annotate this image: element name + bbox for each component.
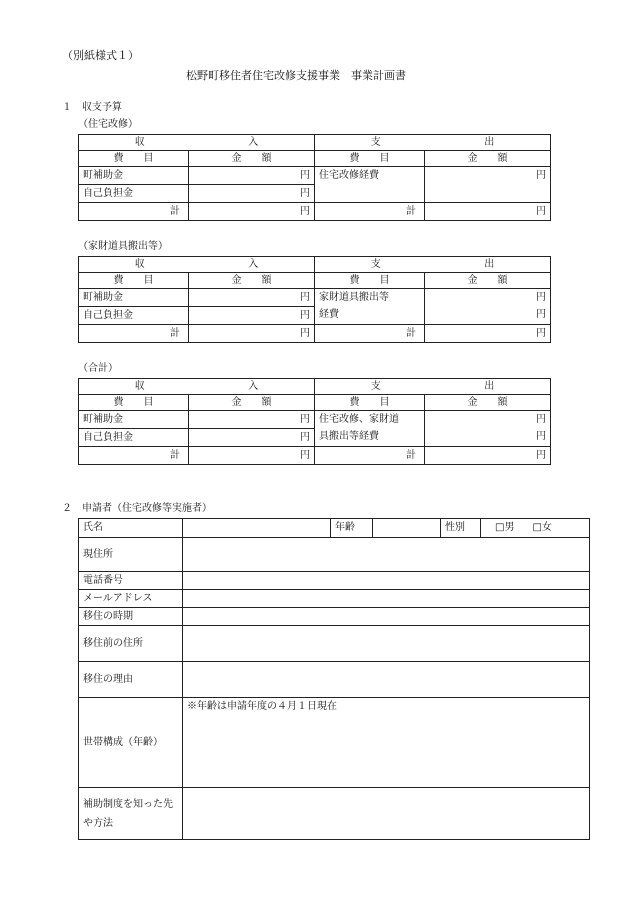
col-amount-header: 金 額	[425, 395, 551, 411]
expense-amount-field[interactable]: 円	[425, 167, 551, 185]
expense-total-field[interactable]: 円	[425, 325, 551, 343]
income-amount-field[interactable]: 円	[189, 167, 315, 185]
prev-address-field[interactable]	[183, 626, 590, 662]
income-amount-field[interactable]: 円	[189, 185, 315, 203]
income-item: 自己負担金	[79, 185, 189, 203]
col-amount-header: 金 額	[189, 151, 315, 167]
address-label: 現住所	[79, 538, 183, 572]
income-total-field[interactable]: 円	[189, 203, 315, 221]
col-amount-header: 金 額	[189, 395, 315, 411]
col-item-header: 費 目	[315, 273, 425, 289]
expense-item: 家財道具搬出等	[315, 289, 425, 307]
income-amount-field[interactable]: 円	[189, 429, 315, 447]
move-time-field[interactable]	[183, 608, 590, 626]
budget-table-caption: （家財道具搬出等）	[78, 241, 168, 252]
gender-label: 性別	[441, 519, 481, 538]
income-header: 収 入	[79, 135, 315, 151]
phone-label: 電話番号	[79, 572, 183, 590]
budget-table-caption: （住宅改修）	[78, 119, 138, 130]
income-total-label: 計	[79, 447, 189, 465]
name-label: 氏名	[79, 519, 183, 538]
income-total-label: 計	[79, 203, 189, 221]
income-total-field[interactable]: 円	[189, 325, 315, 343]
budget-table	[78, 134, 551, 221]
income-header: 収 入	[79, 257, 315, 273]
income-header: 収 入	[79, 379, 315, 395]
expense-total-label: 計	[315, 325, 425, 343]
col-item-header: 費 目	[315, 151, 425, 167]
income-item: 自己負担金	[79, 307, 189, 325]
page-title: 松野町移住者住宅改修支援事業 事業計画書	[186, 69, 406, 82]
name-field[interactable]	[183, 519, 331, 538]
col-amount-header: 金 額	[189, 273, 315, 289]
applicant-table	[78, 518, 590, 840]
budget-table	[78, 378, 551, 465]
expense-item-cont: 経費	[315, 307, 425, 325]
income-total-label: 計	[79, 325, 189, 343]
household-label: 世帯構成（年齢）	[79, 698, 183, 788]
expense-total-field[interactable]: 円	[425, 447, 551, 465]
income-item: 自己負担金	[79, 429, 189, 447]
expense-item: 住宅改修、家財道	[315, 411, 425, 429]
age-field[interactable]	[373, 519, 441, 538]
expense-amount-field[interactable]: 円	[425, 289, 551, 307]
expense-total-field[interactable]: 円	[425, 203, 551, 221]
budget-table-caption: （合計）	[78, 363, 118, 374]
section2-heading: ２ 申請者（住宅改修等実施者）	[62, 503, 212, 514]
move-time-label: 移住の時期	[79, 608, 183, 626]
expense-amount-field[interactable]: 円	[425, 411, 551, 429]
income-amount-field[interactable]: 円	[189, 307, 315, 325]
expense-item-cont: 具搬出等経費	[315, 429, 425, 447]
expense-total-label: 計	[315, 447, 425, 465]
col-item-header: 費 目	[79, 273, 189, 289]
expense-amount-field-cont[interactable]	[425, 185, 551, 203]
col-item-header: 費 目	[315, 395, 425, 411]
email-label: メールアドレス	[79, 590, 183, 608]
col-amount-header: 金 額	[425, 151, 551, 167]
gender-male-checkbox[interactable]: □男	[495, 522, 515, 533]
source-field[interactable]	[183, 788, 590, 840]
reason-label: 移住の理由	[79, 662, 183, 698]
household-field[interactable]	[183, 698, 590, 788]
col-item-header: 費 目	[79, 395, 189, 411]
income-amount-field[interactable]: 円	[189, 411, 315, 429]
age-label: 年齢	[331, 519, 373, 538]
expense-total-label: 計	[315, 203, 425, 221]
col-item-header: 費 目	[79, 151, 189, 167]
expense-item: 住宅改修経費	[315, 167, 425, 185]
income-amount-field[interactable]: 円	[189, 289, 315, 307]
income-item: 町補助金	[79, 167, 189, 185]
gender-options	[481, 519, 590, 538]
prev-address-label: 移住前の住所	[79, 626, 183, 662]
section1-heading: １ 収支予算	[62, 102, 122, 113]
income-item: 町補助金	[79, 411, 189, 429]
phone-field[interactable]	[183, 572, 590, 590]
form-id: （別紙様式１）	[62, 49, 139, 62]
household-note: ※年齢は申請年度の４月１日現在	[187, 701, 337, 712]
source-label: 補助制度を知った先や方法	[79, 788, 183, 840]
gender-female-checkbox[interactable]: □女	[532, 522, 552, 533]
expense-header: 支 出	[315, 379, 551, 395]
budget-table	[78, 256, 551, 343]
expense-header: 支 出	[315, 135, 551, 151]
email-field[interactable]	[183, 590, 590, 608]
expense-header: 支 出	[315, 257, 551, 273]
col-amount-header: 金 額	[425, 273, 551, 289]
expense-amount-field-cont[interactable]: 円	[425, 307, 551, 325]
income-item: 町補助金	[79, 289, 189, 307]
expense-amount-field-cont[interactable]: 円	[425, 429, 551, 447]
address-field[interactable]	[183, 538, 590, 572]
expense-item-cont	[315, 185, 425, 203]
reason-field[interactable]	[183, 662, 590, 698]
income-total-field[interactable]: 円	[189, 447, 315, 465]
